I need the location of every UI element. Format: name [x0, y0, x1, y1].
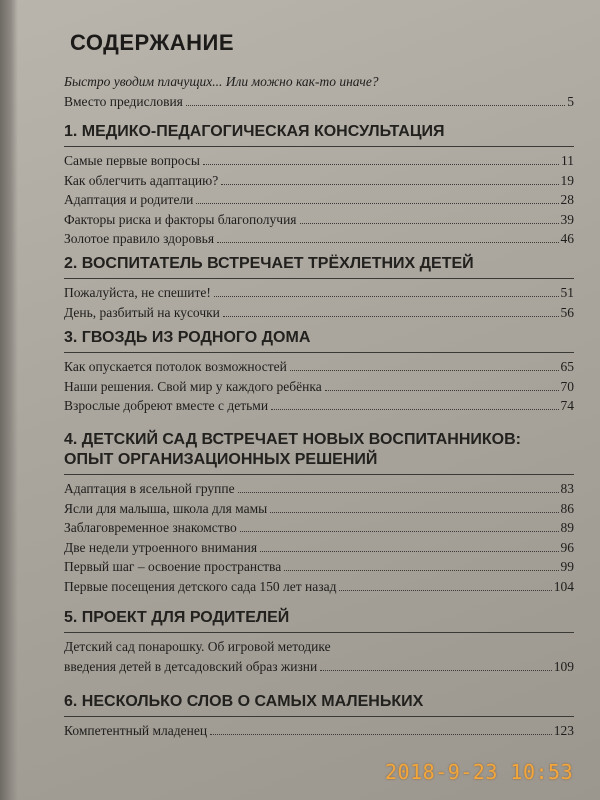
entry-label: Две недели утроенного внимания — [64, 539, 258, 555]
leader-dots — [196, 203, 558, 204]
leader-dots — [186, 105, 565, 106]
entry-label: Пожалуйста, не спешите! — [64, 285, 211, 300]
section-heading: 5. ПРОЕКТ ДЛЯ РОДИТЕЛЕЙ — [64, 608, 574, 633]
leader-dots — [270, 512, 558, 513]
entry-page: 123 — [553, 723, 574, 738]
entry-page: 65 — [560, 359, 574, 374]
toc-entry — [64, 283, 574, 303]
toc-entry — [64, 499, 574, 519]
entry-page: 96 — [560, 539, 574, 555]
toc-entry — [64, 377, 574, 397]
toc-entry — [64, 538, 574, 558]
entry-label: введения детей в детсадовский образ жизни — [64, 658, 318, 674]
entry-page: 104 — [553, 578, 574, 594]
entry-label: Вместо предисловия — [64, 93, 183, 109]
entry-page: 56 — [560, 304, 574, 320]
leader-dots — [260, 551, 558, 552]
entry-label: Взрослые добреют вместе с детьми — [64, 398, 269, 413]
leader-dots — [223, 316, 559, 317]
toc-entry — [64, 577, 574, 597]
entry-page: 99 — [560, 559, 574, 574]
entry-page: 28 — [560, 192, 574, 207]
toc-intro — [64, 72, 574, 111]
entry-page: 74 — [560, 398, 574, 413]
entry-label: Компетентный младенец — [64, 723, 208, 738]
toc-entry — [64, 721, 574, 741]
entry-page: 11 — [561, 153, 574, 168]
toc-entry — [64, 396, 574, 416]
leader-dots — [240, 531, 559, 532]
entry-label: Факторы риска и факторы благополучия — [64, 211, 297, 227]
leader-dots — [300, 223, 559, 224]
intro-title: Быстро уводим плачущих... Или можно как-то иначе? — [64, 74, 379, 89]
leader-dots — [284, 570, 558, 571]
section-heading: 1. МЕДИКО-ПЕДАГОГИЧЕСКАЯ КОНСУЛЬТАЦИЯ — [64, 122, 574, 147]
entry-page: 19 — [560, 172, 574, 188]
leader-dots — [325, 390, 559, 391]
entry-label: Адаптация и родители — [64, 192, 194, 207]
leader-dots — [290, 370, 559, 371]
entry-label: Заблаговременное знакомство — [64, 520, 237, 535]
entry-page: 83 — [560, 481, 574, 496]
toc-entry — [64, 657, 574, 677]
leader-dots — [271, 409, 558, 410]
leader-dots — [217, 242, 558, 243]
entry-page: 5 — [567, 93, 574, 109]
book-page — [40, 0, 600, 800]
toc-entry — [64, 303, 574, 323]
toc-section-2 — [64, 254, 574, 322]
entry-label: Как опускается потолок возможностей — [64, 359, 287, 374]
toc-section-3 — [64, 328, 574, 416]
entry-label: Как облегчить адаптацию? — [64, 172, 219, 188]
section-heading: 2. ВОСПИТАТЕЛЬ ВСТРЕЧАЕТ ТРЁХЛЕТНИХ ДЕТЕЙ — [64, 254, 574, 279]
toc-entry — [64, 151, 574, 171]
entry-page: 39 — [560, 211, 574, 227]
toc-entry — [64, 479, 574, 499]
entry-label: Ясли для малыша, школа для мамы — [64, 500, 268, 516]
section-heading-line-1: 4. ДЕТСКИЙ САД ВСТРЕЧАЕТ НОВЫХ ВОСПИТАННИКОВ: — [64, 431, 521, 448]
photo-timestamp: 2018-9-23 10:53 — [385, 760, 574, 784]
book-spine-shadow — [0, 0, 18, 800]
entry-page: 70 — [560, 378, 574, 394]
entry-label: Самые первые вопросы — [64, 153, 200, 168]
section-heading-line-2: ОПЫТ ОРГАНИЗАЦИОННЫХ РЕШЕНИЙ — [64, 451, 378, 468]
entry-page: 86 — [560, 500, 574, 516]
page-title: СОДЕРЖАНИЕ — [70, 30, 235, 55]
section-heading: 3. ГВОЗДЬ ИЗ РОДНОГО ДОМА — [64, 328, 574, 353]
entry-label: Первый шаг – освоение пространства — [64, 559, 282, 574]
toc-section-1 — [64, 122, 574, 249]
entry-label: Первые посещения детского сада 150 лет назад — [64, 578, 337, 594]
toc-entry — [64, 210, 574, 230]
toc-section-6 — [64, 692, 574, 741]
entry-page: 109 — [553, 658, 574, 674]
toc-entry — [64, 171, 574, 191]
leader-dots — [203, 164, 559, 165]
entry-page: 51 — [560, 285, 574, 300]
leader-dots — [214, 296, 559, 297]
entry-page: 46 — [560, 231, 574, 246]
leader-dots — [238, 492, 559, 493]
toc-entry — [64, 229, 574, 249]
entry-label: День, разбитый на кусочки — [64, 304, 220, 320]
entry-label: Золотое правило здоровья — [64, 231, 215, 246]
leader-dots — [221, 184, 558, 185]
leader-dots — [320, 670, 552, 671]
toc-entry — [64, 557, 574, 577]
entry-label-line-1: Детский сад понарошку. Об игровой методике — [64, 639, 331, 654]
toc-section-5 — [64, 608, 574, 676]
toc-entry — [64, 190, 574, 210]
toc-entry — [64, 518, 574, 538]
toc-section-4 — [64, 430, 574, 596]
entry-label: Адаптация в ясельной группе — [64, 481, 235, 496]
leader-dots — [339, 590, 551, 591]
section-heading — [64, 430, 574, 475]
leader-dots — [210, 734, 552, 735]
toc-entry — [64, 357, 574, 377]
toc-entry — [64, 92, 574, 112]
entry-label: Наши решения. Свой мир у каждого ребёнка — [64, 378, 322, 394]
entry-page: 89 — [560, 520, 574, 535]
section-heading: 6. НЕСКОЛЬКО СЛОВ О САМЫХ МАЛЕНЬКИХ — [64, 692, 574, 717]
